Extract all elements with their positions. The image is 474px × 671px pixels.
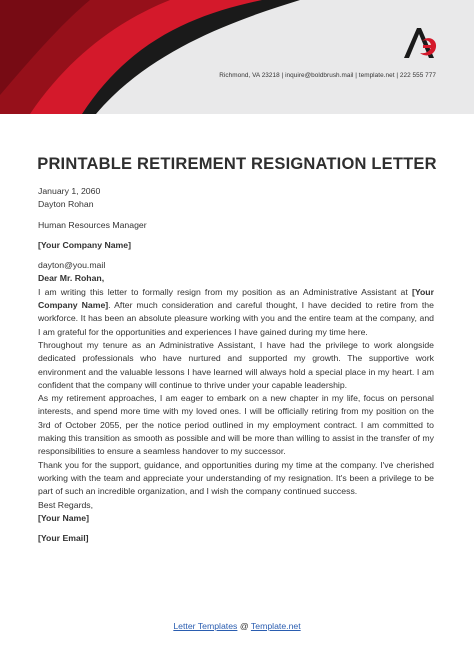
footer-separator: @ <box>237 621 251 631</box>
contact-line: Richmond, VA 23218 | inquire@boldbrush.mail | template.net | 222 555 777 <box>219 72 436 79</box>
company-logo <box>400 24 438 60</box>
template-net-link[interactable]: Template.net <box>250 621 301 631</box>
paragraph-1 <box>38 286 434 339</box>
paragraph-1-company: [Your Company Name] <box>38 286 434 311</box>
recipient-email: dayton@you.mail <box>38 260 106 271</box>
recipient-company: [Your Company Name] <box>38 239 131 250</box>
sender-email: [Your Email] <box>38 533 89 544</box>
letter-body <box>38 185 434 545</box>
letter-templates-link[interactable]: Letter Templates <box>173 621 238 631</box>
paragraph-3: As my retirement approaches, I am eager to embark on a new chapter in my life, focus on personal interests, and spend more time with my loved ones. I will be officially retiring from my position on the 3rd of October 2055, per the notice period outlined in my employment contract. I am committed to making this transition as smooth as possible and will be more than willing to assist in the transfer of my responsibilities to ensure a seamless handover to my successor. <box>38 393 434 457</box>
letter-date: January 1, 2060 <box>38 186 101 196</box>
closing: Best Regards, <box>38 499 94 510</box>
recipient-name: Dayton Rohan <box>38 199 94 210</box>
paragraph-4: Thank you for the support, guidance, and opportunities during my time at the company. I've cherished working with the team and appreciate your understanding of my resignation. It's been a privilege to be part of such an incredible organization, and I wish the company continued success. <box>38 459 434 497</box>
letterhead <box>0 0 474 114</box>
recipient-title: Human Resources Manager <box>38 219 147 230</box>
sender-name: [Your Name] <box>38 512 90 523</box>
letter-title: PRINTABLE RETIREMENT RESIGNATION LETTER <box>37 155 437 173</box>
footer <box>0 621 474 631</box>
salutation: Dear Mr. Rohan, <box>38 273 105 284</box>
paragraph-1-start: I am writing this letter to formally resign from my position as an Administrative Assistant at <box>38 286 412 297</box>
paragraph-2: Throughout my tenure as an Administrative Assistant, I have had the privilege to work alongside dedicated professionals who have nurtured and supported my growth. The supportive work environment and the valuable lessons I have learned will always hold a special place in my heart. I am confident that the company will continue to thrive under your capable leadership. <box>38 339 434 390</box>
paragraph-1-end: . After much consideration and careful thought, I have decided to retire from the workforce. It has been an absolute pleasure working with you and the entire team at the company, and I am grateful for the opportunities and experiences I have gained during my time here. <box>38 300 434 337</box>
